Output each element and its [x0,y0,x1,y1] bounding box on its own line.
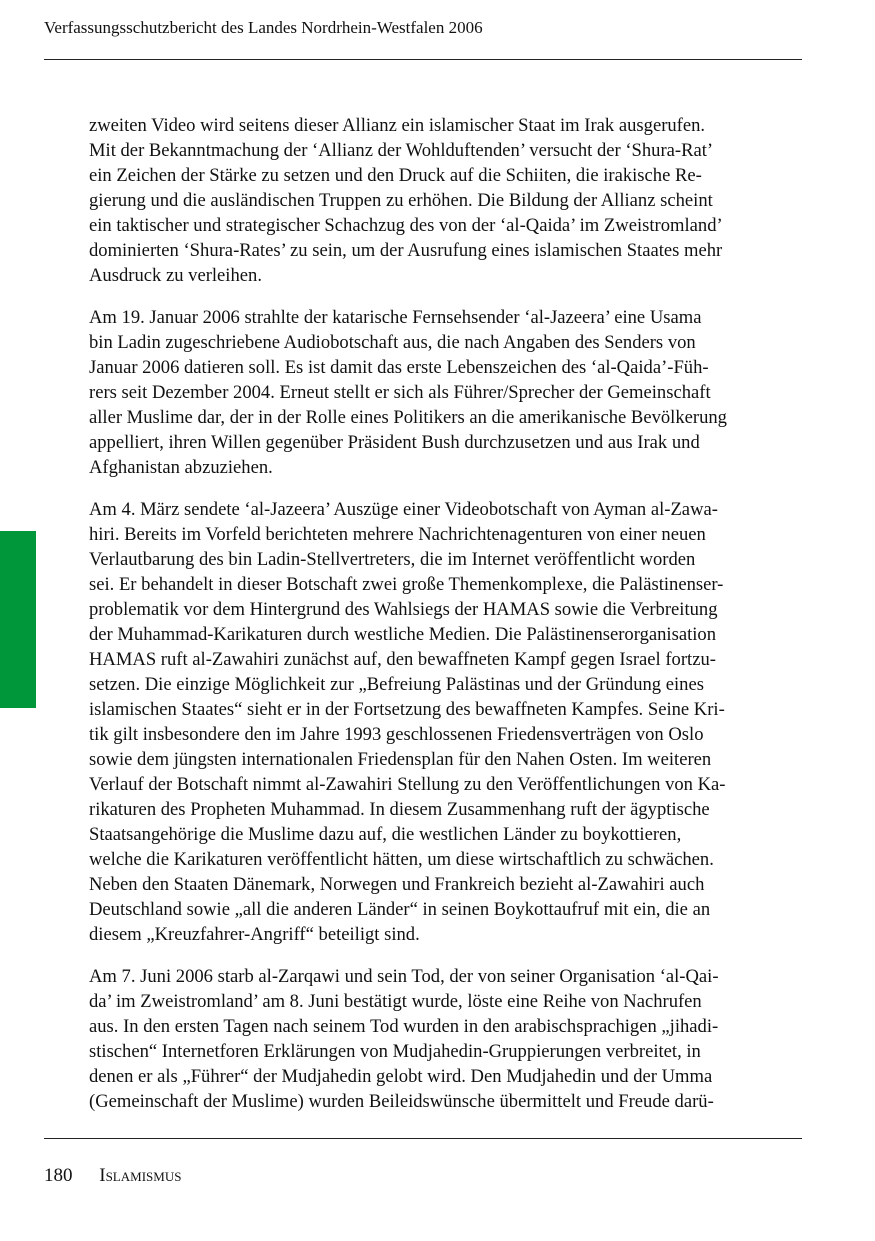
section-marker-tab [0,531,36,708]
paragraph-allianz: zweiten Video wird seitens dieser Allianz ein islamischer Staat im Irak ausgerufen. Mit der Bekanntmachung der ‘Allianz der Wohlduftenden’ versucht der ‘Shura-Rat’ ein Zeichen der Stärke zu setzen und den Druck auf die Schiiten, die irakische Re- gierung und die ausländischen Truppen zu erhöhen. Die Bildung der Allianz scheint ein taktischer und strategischer Schachzug des von der ‘al-Qaida’ im Zweistromland’ dominierten ‘Shura-Rates’ zu sein, um der Ausrufung eines islamischen Staates mehr Ausdruck zu verleihen. [89,115,723,286]
page-number: 180 [44,1165,73,1186]
paragraph-al-zawahiri: Am 4. März sendete ‘al-Jazeera’ Auszüge einer Videobotschaft von Ayman al-Zawa- hiri. Bereits im Vorfeld berichteten mehrere Nachrichtenagenturen von einer neuen Verlautbarung des bin Ladin-Stellvertreters, die im Internet veröffentlicht worden sei. Er behandelt in dieser Botschaft zwei große Themenkomplexe, die Palästinenser- problematik vor dem Hintergrund des Wahlsiegs der HAMAS sowie die Verbreitung der Muhammad-Karikaturen durch westliche Medien. Die Palästinenserorganisation HAMAS ruft al-Zawahiri zunächst auf, den bewaffneten Kampf gegen Israel fortzu- setzen. Die einzige Möglichkeit zur „Befreiung Palästinas und der Gründung eines islamischen Staates“ sieht er in der Fortsetzung des bewaffneten Kampfes. Seine Kri- tik gilt insbesondere den im Jahre 1993 geschlossenen Friedensverträgen von Oslo sowie dem jüngsten internationalen Friedensplan für den Nahen Osten. Im weiteren Verlauf der Botschaft nimmt al-Zawahiri Stellung zu den Veröffentlichungen von Ka- rikaturen des Propheten Muhammad. In diesem Zusammenhang ruft der ägyptische Staatsangehörige die Muslime dazu auf, die westlichen Länder zu boykottieren, welche die Karikaturen veröffentlicht hätten, um diese wirtschaftlich zu schwächen. Neben den Staaten Dänemark, Norwegen und Frankreich bezieht al-Zawahiri auch Deutschland sowie „all die anderen Länder“ in seinen Boykottaufruf mit ein, die an diesem „Kreuzfahrer-Angriff“ beteiligt sind. [89,499,726,945]
paragraph-bin-ladin: Am 19. Januar 2006 strahlte der katarische Fernsehsender ‘al-Jazeera’ eine Usama bin Ladin zugeschriebene Audiobotschaft aus, die nach Angaben des Senders von Januar 2006 datieren soll. Es ist damit das erste Lebenszeichen des ‘al-Qaida’-Füh- rers seit Dezember 2004. Erneut stellt er sich als Führer/Sprecher der Gemeinschaft aller Muslime dar, der in der Rolle eines Politikers an die amerikanische Bevölkerung appelliert, ihren Willen gegenüber Präsident Bush durchzusetzen und aus Irak und Afghanistan abzuziehen. [89,307,727,478]
page-footer [44,1163,181,1189]
paragraph-al-zarqawi: Am 7. Juni 2006 starb al-Zarqawi und sein Tod, der von seiner Organisation ‘al-Qai- da’ im Zweistromland’ am 8. Juni bestätigt wurde, löste eine Reihe von Nachrufen aus. In den ersten Tagen nach seinem Tod wurden in den arabischsprachigen „jihadi- stischen“ Internetforen Erklärungen von Mudjahedin-Gruppierungen verbreitet, in denen er als „Führer“ der Mudjahedin gelobt wird. Den Mudjahedin und der Umma (Gemeinschaft der Muslime) wurden Beileidswünsche übermittelt und Freude darü- [89,966,719,1112]
running-header: Verfassungsschutzbericht des Landes Nordrhein-Westfalen 2006 [44,18,483,37]
section-title: Islamismus [99,1165,182,1186]
footer-rule [44,1138,802,1139]
body-text [89,113,802,1131]
header-rule [44,59,802,60]
